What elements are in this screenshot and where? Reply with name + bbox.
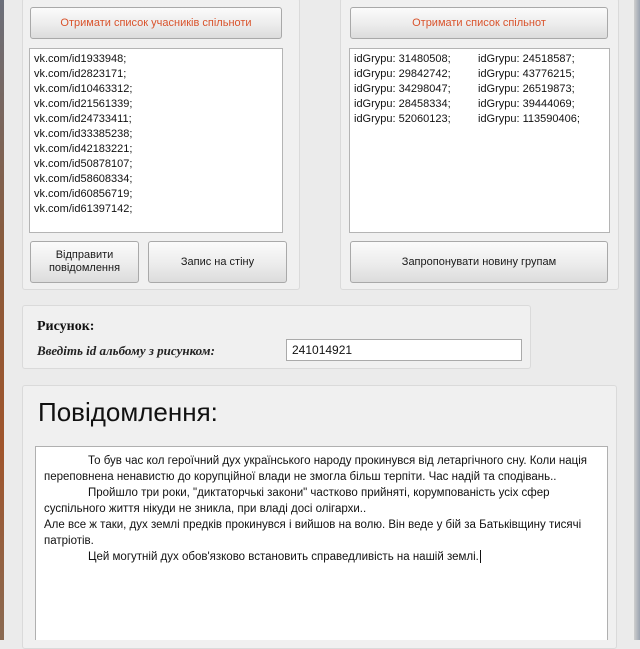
group-list-item[interactable]: idGrypu: 113590406; bbox=[478, 113, 580, 125]
send-message-button[interactable]: Відправити повідомлення bbox=[30, 241, 139, 283]
member-list-item[interactable]: vk.com/id58608334; bbox=[34, 173, 133, 185]
album-id-label: Введіть id альбому з рисунком: bbox=[37, 343, 215, 358]
message-paragraph-text: Цей могутній дух обов'язково встановить справедливість на нашій землі. bbox=[88, 551, 479, 563]
member-list-item[interactable]: vk.com/id33385238; bbox=[34, 128, 133, 140]
message-title: Повідомлення: bbox=[38, 397, 218, 427]
background-edge-left bbox=[0, 0, 4, 640]
wall-post-button[interactable]: Запис на стіну bbox=[148, 241, 287, 283]
member-list-item[interactable]: vk.com/id42183221; bbox=[34, 143, 133, 155]
message-paragraph bbox=[44, 485, 599, 517]
suggest-news-button[interactable]: Запропонувати новину групам bbox=[350, 241, 608, 283]
group-list-item[interactable]: idGrypu: 34298047; bbox=[354, 83, 451, 95]
group-list-item[interactable]: idGrypu: 43776215; bbox=[478, 68, 575, 80]
message-textarea[interactable] bbox=[35, 446, 608, 640]
member-list-item[interactable]: vk.com/id10463312; bbox=[34, 83, 133, 95]
get-members-button[interactable]: Отримати список учасників спільноти bbox=[30, 7, 282, 39]
message-paragraph bbox=[44, 549, 599, 565]
groups-list[interactable] bbox=[349, 48, 610, 233]
album-id-input[interactable]: 241014921 bbox=[286, 339, 522, 361]
member-list-item[interactable]: vk.com/id1933948; bbox=[34, 53, 127, 65]
group-list-item[interactable]: idGrypu: 28458334; bbox=[354, 98, 451, 110]
members-list[interactable] bbox=[29, 48, 283, 233]
member-list-item[interactable]: vk.com/id21561339; bbox=[34, 98, 133, 110]
text-cursor bbox=[480, 550, 481, 563]
message-paragraph bbox=[44, 453, 599, 485]
message-paragraph-text: То був час кол героїчний дух українського народу прокинувся від летаргічного сну. Коли нація переповнена ненавистю до корупційної влади не змогла більш терпіти. Час надій та сподівань.. bbox=[44, 455, 587, 483]
group-list-item[interactable]: idGrypu: 29842742; bbox=[354, 68, 451, 80]
picture-title: Рисунок: bbox=[37, 319, 95, 334]
group-list-item[interactable]: idGrypu: 52060123; bbox=[354, 113, 451, 125]
group-list-item[interactable]: idGrypu: 39444069; bbox=[478, 98, 575, 110]
member-list-item[interactable]: vk.com/id60856719; bbox=[34, 188, 133, 200]
get-groups-button[interactable]: Отримати список спільнот bbox=[350, 7, 608, 39]
member-list-item[interactable]: vk.com/id2823171; bbox=[34, 68, 127, 80]
message-paragraph bbox=[44, 517, 599, 549]
member-list-item[interactable]: vk.com/id24733411; bbox=[34, 113, 132, 125]
member-list-item[interactable]: vk.com/id61397142; bbox=[34, 203, 133, 215]
message-paragraph-text: Пройшло три роки, "диктаторчькі закони" частково прийняті, корумпованість усіх сфер суспільного життя нікуди не зникла, при владі досі олігархи.. bbox=[44, 487, 550, 515]
group-list-item[interactable]: idGrypu: 31480508; bbox=[354, 53, 451, 65]
window-edge-right bbox=[634, 0, 640, 640]
message-paragraph-text: Але все ж таки, дух землі предків прокинувся і вийшов на волю. Він веде у бій за Батьківщину тисячі патріотів. bbox=[44, 519, 582, 547]
group-list-item[interactable]: idGrypu: 26519873; bbox=[478, 83, 575, 95]
member-list-item[interactable]: vk.com/id50878107; bbox=[34, 158, 133, 170]
group-list-item[interactable]: idGrypu: 24518587; bbox=[478, 53, 575, 65]
